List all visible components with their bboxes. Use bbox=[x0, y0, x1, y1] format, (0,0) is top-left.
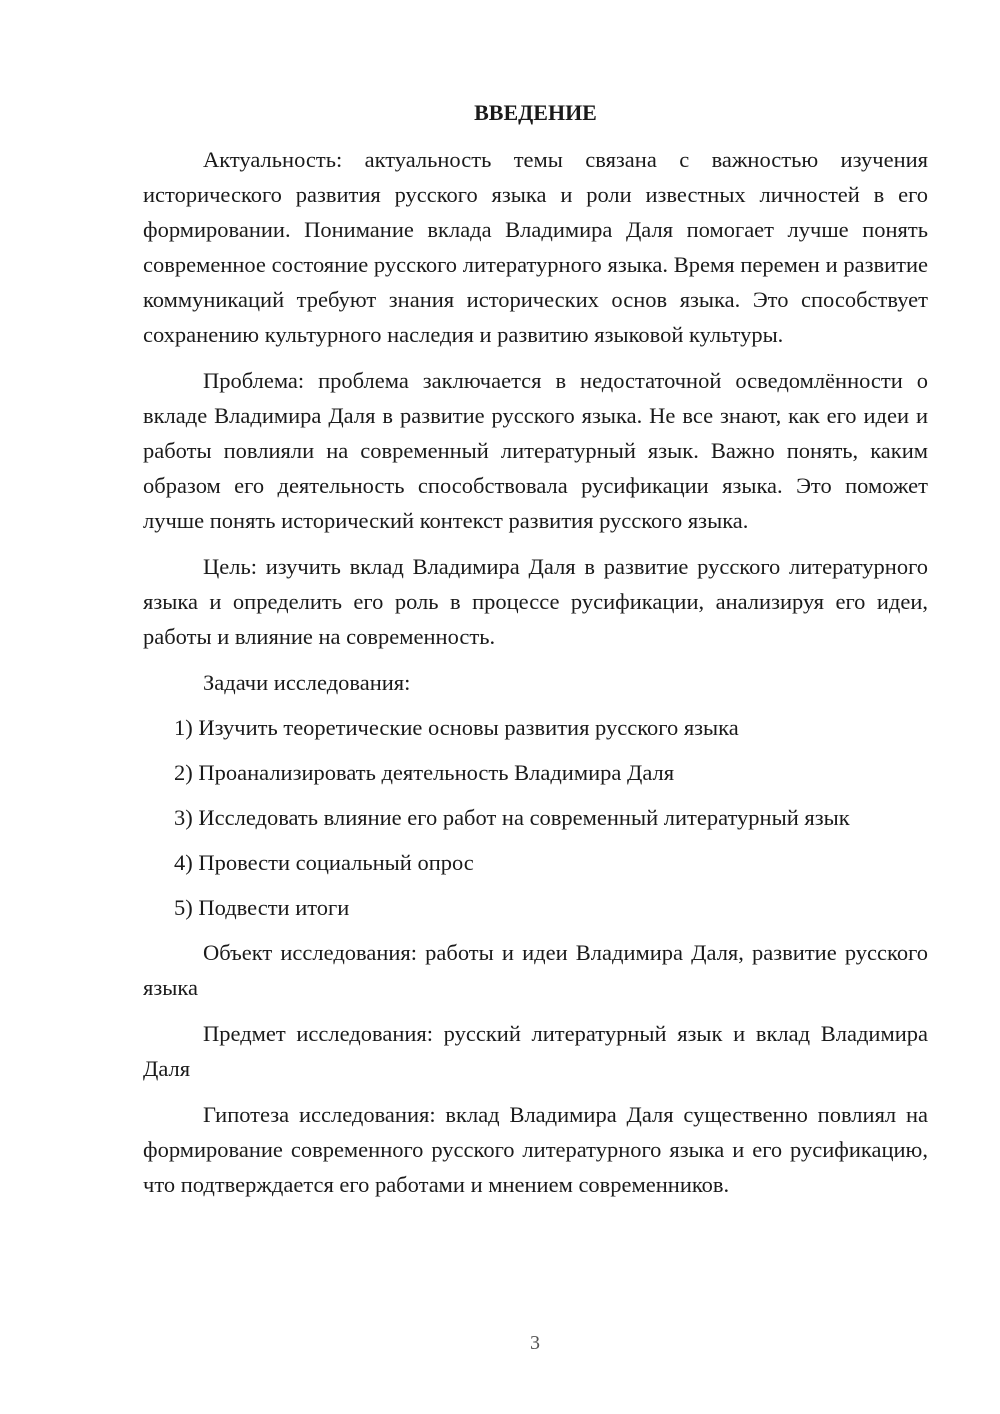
object-paragraph: Объект исследования: работы и идеи Владимира Даля, развитие русского языка bbox=[143, 940, 928, 1000]
goal-paragraph: Цель: изучить вклад Владимира Даля в развитие русского литературного языка и определить его роль в процессе русификации, анализируя его идеи, работы и влияние на современность. bbox=[143, 554, 928, 649]
subject-paragraph: Предмет исследования: русский литературный язык и вклад Владимира Даля bbox=[143, 1021, 928, 1081]
task-item: 2) Проанализировать деятельность Владимира Даля bbox=[174, 760, 675, 785]
hypothesis-paragraph: Гипотеза исследования: вклад Владимира Даля существенно повлиял на формирование современного русского литературного языка и его русификацию, что подтверждается его работами и мнением современников. bbox=[143, 1102, 928, 1197]
relevance-paragraph: Актуальность: актуальность темы связана с важностью изучения исторического развития русского языка и роли известных личностей в его формировании. Понимание вклада Владимира Даля помогает лучше понять современное состояние русского литературного языка. Время перемен и развитие коммуникаций требуют знания исторических основ языка. Это способствует сохранению культурного наследия и развитию языковой культуры. bbox=[143, 147, 928, 347]
task-item: 1) Изучить теоретические основы развития русского языка bbox=[174, 715, 739, 740]
page-title: ВВЕДЕНИЕ bbox=[474, 100, 597, 125]
problem-paragraph: Проблема: проблема заключается в недостаточной осведомлённости о вкладе Владимира Даля в развитие русского языка. Не все знают, как его идеи и работы повлияли на современный литературный язык. Важно понять, каким образом его деятельность способствовала русификации языка. Это поможет лучше понять исторический контекст развития русского языка. bbox=[143, 368, 928, 533]
task-item: 4) Провести социальный опрос bbox=[174, 850, 474, 875]
tasks-heading: Задачи исследования: bbox=[203, 670, 411, 695]
tasks-list bbox=[143, 710, 928, 925]
page-content bbox=[143, 95, 928, 1213]
task-item: 3) Исследовать влияние его работ на современный литературный язык bbox=[174, 805, 850, 830]
page-number: 3 bbox=[530, 1332, 540, 1354]
task-item: 5) Подвести итоги bbox=[174, 895, 350, 920]
